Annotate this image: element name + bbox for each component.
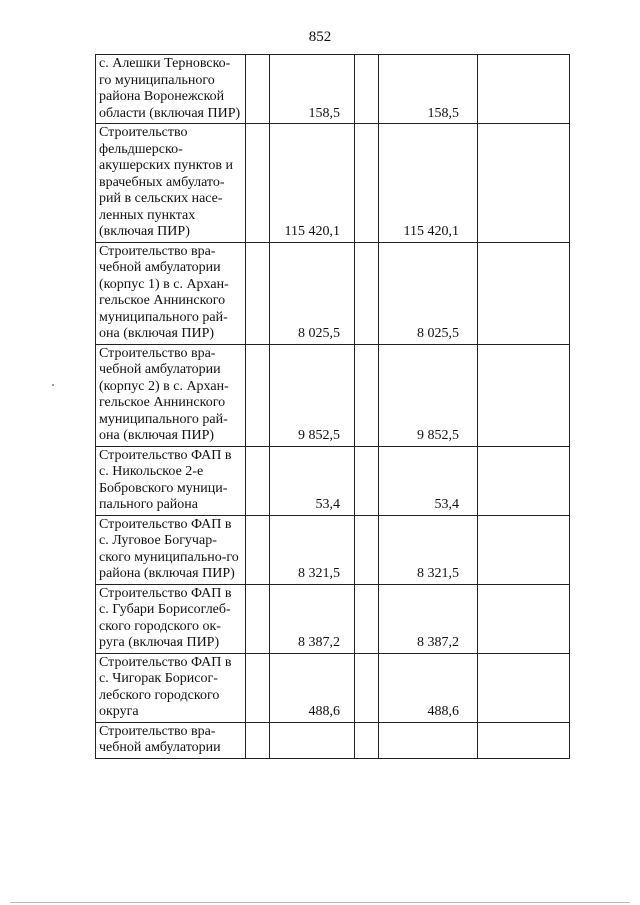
empty-cell [246,446,270,515]
table-row [96,584,570,653]
federal-value-cell: 8 387,2 [379,584,478,653]
row-name-cell: Строительство ФАП в с. Чигорак Борисог-лебского городского округа [96,653,246,722]
row-name-cell: Строительство вра-чебной амбулатории [96,722,246,758]
total-value-cell: 488,6 [270,653,355,722]
empty-cell [478,55,570,124]
empty-cell [355,344,379,446]
total-value-cell [270,722,355,758]
row-name-cell: Строительство ФАП в с. Луговое Богучар-ского муниципально-го района (включая ПИР) [96,515,246,584]
budget-table [95,54,570,759]
row-name-cell: Строительство вра-чебной амбулатории (корпус 1) в с. Архан-гельское Аннинского муниципального рай-она (включая ПИР) [96,242,246,344]
scan-edge-line [10,902,630,903]
empty-cell [355,584,379,653]
total-value-cell: 8 025,5 [270,242,355,344]
empty-cell [355,55,379,124]
federal-value-cell: 9 852,5 [379,344,478,446]
empty-cell [246,653,270,722]
empty-cell [478,722,570,758]
empty-cell [478,584,570,653]
row-name-cell: Строительство ФАП в с. Губари Борисоглеб-ского городского ок-руга (включая ПИР) [96,584,246,653]
federal-value-cell: 115 420,1 [379,124,478,243]
table-row [96,722,570,758]
federal-value-cell: 8 025,5 [379,242,478,344]
row-name-cell: с. Алешки Терновско-го муниципального района Воронежской области (включая ПИР) [96,55,246,124]
table-row [96,242,570,344]
row-name-cell: Строительство ФАП в с. Никольское 2-е Бобровского муници-пального района [96,446,246,515]
empty-cell [355,653,379,722]
empty-cell [478,344,570,446]
total-value-cell: 115 420,1 [270,124,355,243]
table-row [96,446,570,515]
total-value-cell: 8 321,5 [270,515,355,584]
empty-cell [478,124,570,243]
row-name-cell: Строительство фельдшерско-акушерских пунктов и врачебных амбулато-рий в сельских насе-ленных пунктах (включая ПИР) [96,124,246,243]
empty-cell [478,653,570,722]
federal-value-cell: 8 321,5 [379,515,478,584]
total-value-cell: 158,5 [270,55,355,124]
federal-value-cell: 488,6 [379,653,478,722]
scan-speck [52,384,54,386]
federal-value-cell: 158,5 [379,55,478,124]
empty-cell [355,446,379,515]
table-row [96,55,570,124]
total-value-cell: 8 387,2 [270,584,355,653]
empty-cell [246,124,270,243]
empty-cell [246,722,270,758]
table-row [96,653,570,722]
table-row [96,124,570,243]
table-row [96,344,570,446]
empty-cell [246,55,270,124]
empty-cell [355,515,379,584]
table-row [96,515,570,584]
empty-cell [355,242,379,344]
empty-cell [478,446,570,515]
empty-cell [246,584,270,653]
row-name-cell: Строительство вра-чебной амбулатории (корпус 2) в с. Архан-гельское Аннинского муниципального рай-она (включая ПИР) [96,344,246,446]
empty-cell [355,124,379,243]
empty-cell [246,344,270,446]
federal-value-cell [379,722,478,758]
federal-value-cell: 53,4 [379,446,478,515]
total-value-cell: 53,4 [270,446,355,515]
total-value-cell: 9 852,5 [270,344,355,446]
empty-cell [246,515,270,584]
empty-cell [478,515,570,584]
empty-cell [246,242,270,344]
empty-cell [478,242,570,344]
empty-cell [355,722,379,758]
page-number: 852 [308,29,332,45]
